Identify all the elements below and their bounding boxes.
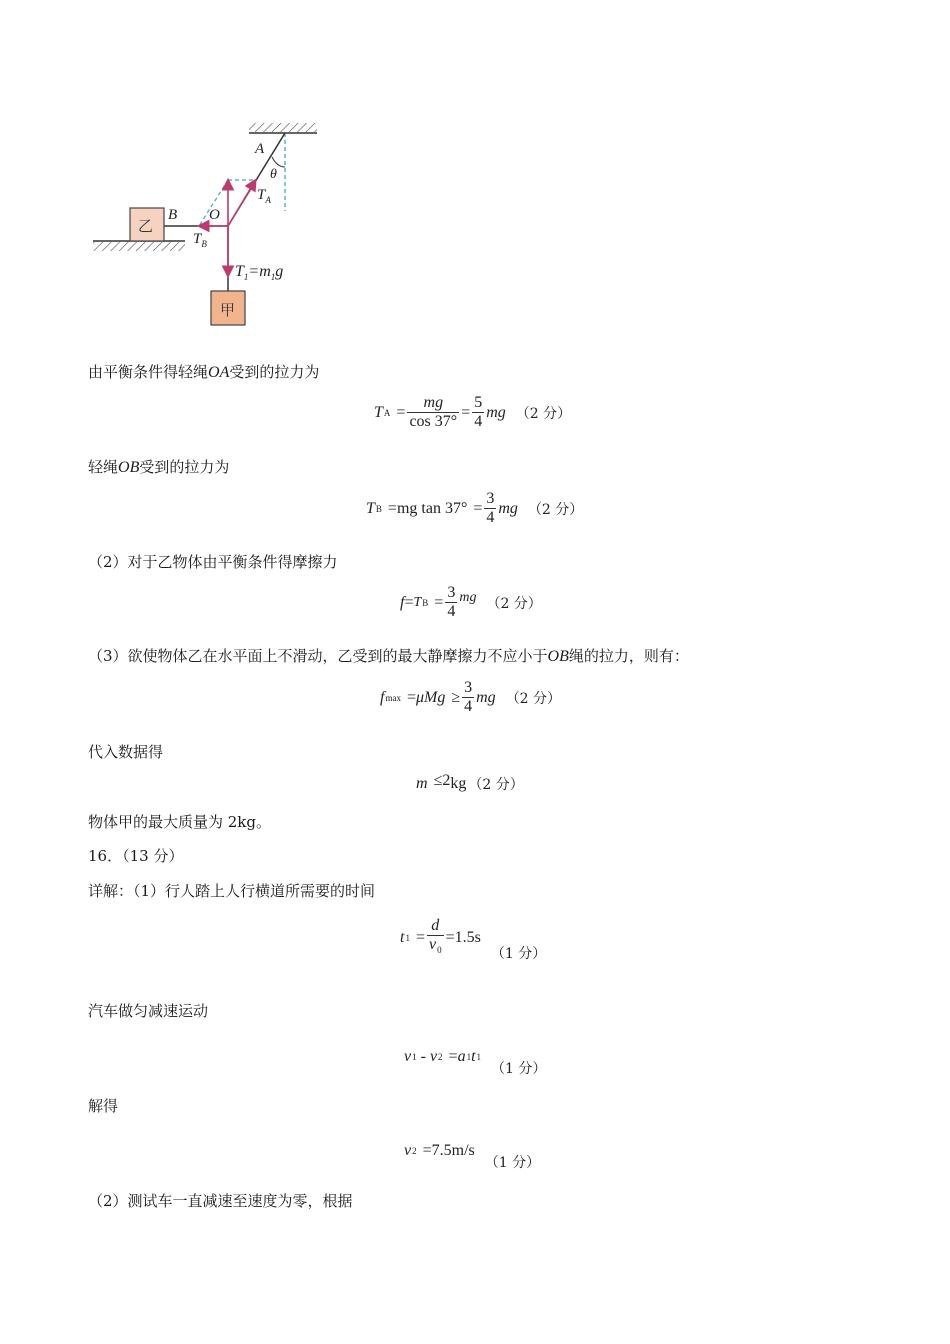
label-TB: $T_B$ [193, 231, 207, 249]
equation-fmax: f max = μMg ≥ $\frac{3}{4}$ mg （2 分） [380, 679, 562, 715]
label-TA: $T_A$ [257, 187, 271, 205]
label-B: B [168, 207, 178, 223]
equation-t1: t 1 = $\frac{d}{v_0}$ =1.5s （1 分） [400, 917, 547, 962]
paragraph-ob-tension: 轻绳OB受到的拉力为 [88, 458, 230, 476]
label-theta: θ [270, 167, 277, 182]
label-A: A [255, 141, 265, 157]
equation-v2: v 2 =7.5m/s （1 分） [404, 1142, 541, 1171]
block-yi-label: 乙 [138, 217, 154, 235]
equation-velocity-change: v 1 - v 2 = a 1 t 1 （1 分） [404, 1048, 547, 1077]
force-TA-arrow [228, 181, 255, 226]
equation-friction: f = T B = $\frac{3}{4}$ mg （2 分） [400, 584, 542, 620]
paragraph-detail-part1: 详解：（1）行人踏上人行横道所需要的时间 [88, 882, 376, 900]
paragraph-oa-tension: 由平衡条件得轻绳OA受到的拉力为 [88, 363, 320, 381]
paragraph-part3: （3）欲使物体乙在水平面上不滑动，乙受到的最大静摩擦力不应小于OB绳的拉力，则有： [88, 647, 689, 665]
paragraph-part2: （2）对于乙物体由平衡条件得摩擦力 [88, 553, 338, 571]
paragraph-substitute: 代入数据得 [88, 743, 164, 761]
paragraph-solve: 解得 [88, 1097, 119, 1115]
ceiling-icon [249, 123, 317, 133]
question-16-header: 16．（13 分） [88, 847, 184, 865]
label-T1: $T_1=m_1g$ [235, 263, 284, 283]
ground-icon [93, 241, 185, 251]
block-jia-label: 甲 [220, 301, 236, 319]
equation-mass: m ≤2 kg （2 分） [416, 772, 524, 793]
label-O: O [209, 207, 220, 223]
force-diagram-svg [85, 115, 335, 335]
force-diagram [85, 115, 335, 335]
equation-TB: T B = mg tan 37° = $\frac{3}{4}$ mg （2 分） [366, 490, 584, 526]
equation-TA: T A = $\frac{mg}{\cos 37^\circ}$ = $\frac{5}{4}$ mg （2 分） [374, 394, 572, 430]
paragraph-max-mass: 物体甲的最大质量为 2kg。 [88, 813, 272, 831]
paragraph-car-decel: 汽车做匀减速运动 [88, 1002, 209, 1020]
paragraph-part2-test-car: （2）测试车一直减速至速度为零，根据 [88, 1192, 353, 1210]
